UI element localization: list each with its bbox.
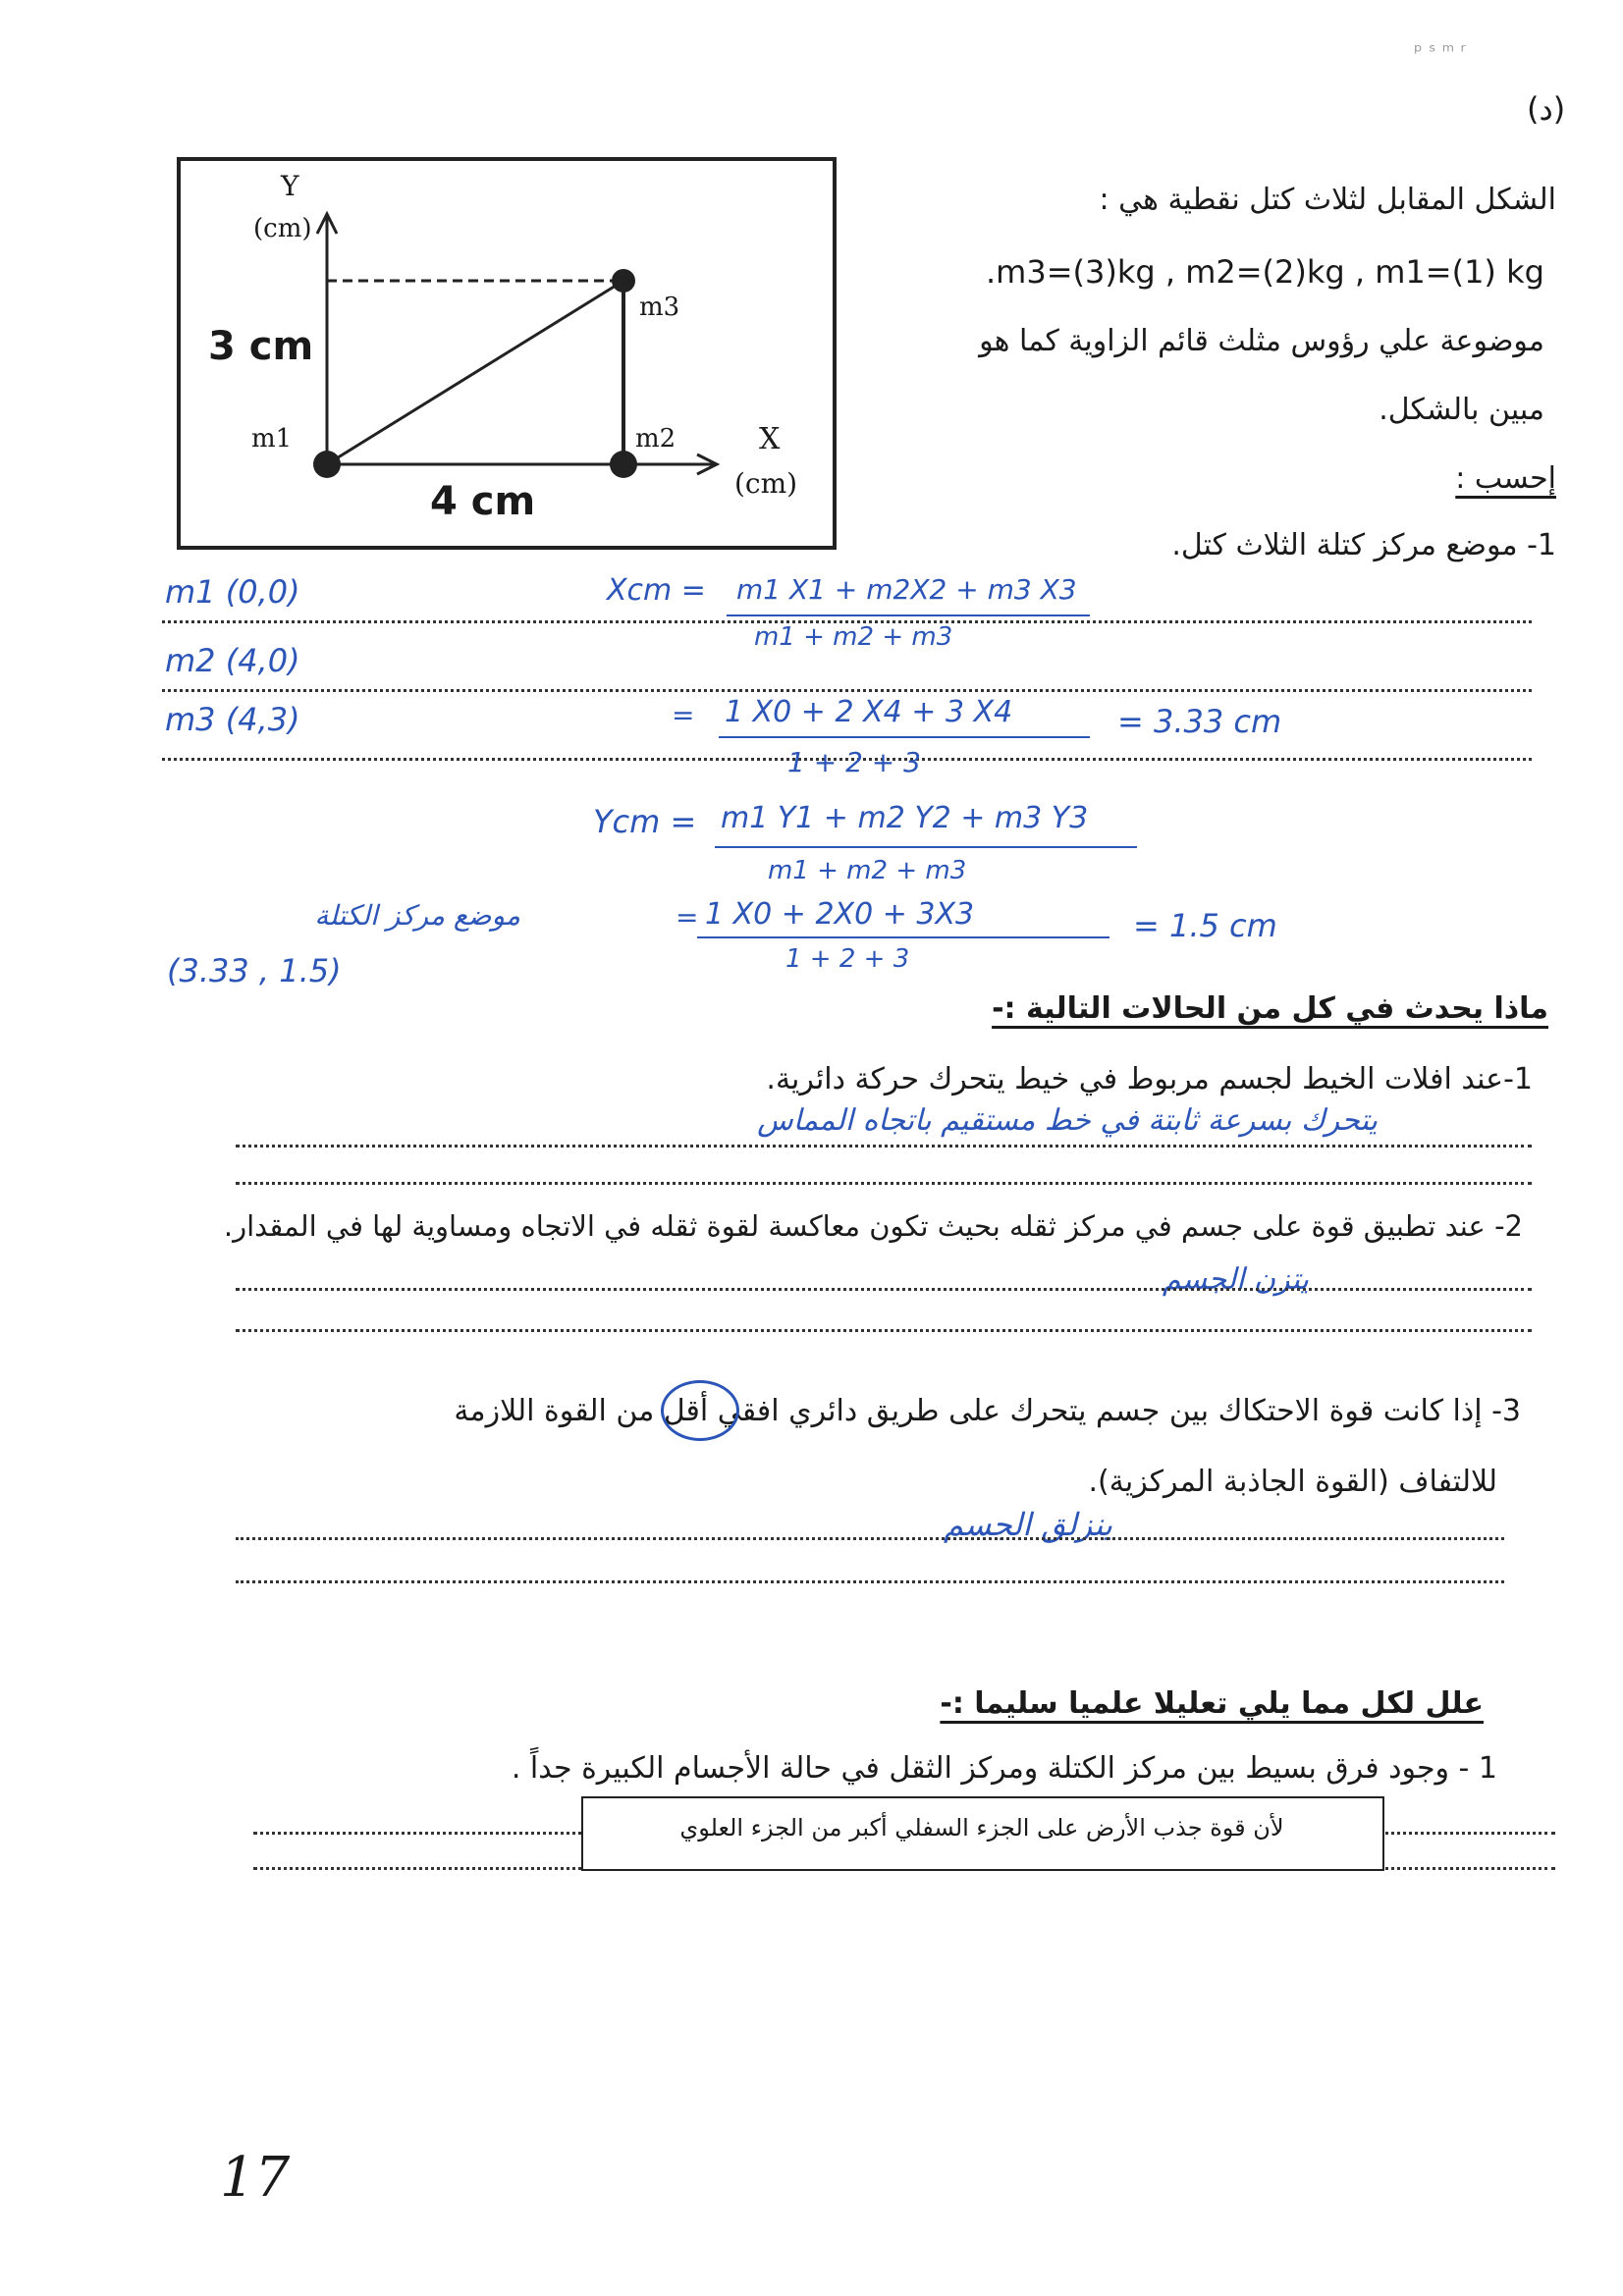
- what-happens-q3-line1: 3- إذا كانت قوة الاحتكاك بين جسم يتحرك على طريق دائري افقي أقل من القوة اللازمة: [454, 1394, 1521, 1428]
- xcm-lhs: Xcm =: [607, 573, 706, 608]
- xcm-result: = 3.33 cm: [1117, 703, 1282, 740]
- mass-m2-label: m2: [635, 424, 676, 454]
- what-happens-q3-line2: للالتفاف (القوة الجاذبة المركزية).: [1088, 1465, 1497, 1499]
- ycm-lhs: Ycm =: [593, 803, 697, 840]
- problem-line-4: مبين بالشكل.: [1379, 393, 1544, 427]
- what-happens-a2: يتزن الجسم: [1162, 1262, 1309, 1297]
- what-happens-q2: 2- عند تطبيق قوة على جسم في مركز ثقله بحيث تكون معاكسة لقوة ثقله في الاتجاه ومساوية لها في المقدار.: [223, 1209, 1523, 1243]
- ycm-sub-numerator: 1 X0 + 2X0 + 3X3: [705, 897, 975, 932]
- center-of-mass-label: موضع مركز الكتلة: [314, 899, 520, 932]
- question-1: 1- موضع مركز كتلة الثلاث كتل.: [1171, 528, 1556, 562]
- section-label: (د): [1527, 90, 1566, 128]
- xcm-numerator: m1 X1 + m2X2 + m3 X3: [736, 573, 1077, 606]
- ycm-sub-fraction-bar: [697, 936, 1109, 938]
- what-happens-a1: يتحرك بسرعة ثابتة في خط مستقيم باتجاه المماس: [757, 1103, 1378, 1138]
- answer-line: [236, 1537, 1504, 1540]
- answer-line: [236, 1329, 1532, 1332]
- y-axis-unit: (cm): [253, 214, 312, 243]
- answer-line: [162, 689, 1532, 692]
- xcm-sub-equals: =: [672, 699, 695, 731]
- xcm-sub-fraction-bar: [719, 736, 1090, 738]
- answer-line: [236, 1182, 1532, 1185]
- answer-line: [236, 1580, 1504, 1583]
- masses-line: .m3=(3)kg , m2=(2)kg , m1=(1) kg: [986, 253, 1544, 291]
- coord-m2: m2 (4,0): [165, 642, 300, 679]
- problem-line-1: الشكل المقابل لثلاث كتل نقطية هي :: [1099, 183, 1556, 217]
- ycm-sub-denominator: 1 + 2 + 3: [785, 944, 910, 974]
- x-axis-label: X: [759, 422, 781, 456]
- ycm-denominator: m1 + m2 + m3: [768, 856, 967, 885]
- mass-m1-label: m1: [251, 424, 293, 454]
- mass-m3-point: [612, 269, 635, 293]
- corner-mark: ᵖ ˢ ᵐ ʳ: [1414, 39, 1466, 63]
- center-of-mass-value: (3.33 , 1.5): [167, 952, 342, 989]
- xcm-denominator: m1 + m2 + m3: [754, 622, 953, 652]
- ycm-numerator: m1 Y1 + m2 Y2 + m3 Y3: [721, 801, 1089, 835]
- answer-line: [236, 1145, 1532, 1148]
- what-happens-heading: ماذا يحدث في كل من الحالات التالية :-: [992, 991, 1548, 1026]
- xcm-sub-denominator: 1 + 2 + 3: [787, 746, 921, 778]
- mass-m2-point: [610, 451, 637, 478]
- hypotenuse: [327, 281, 623, 464]
- mass-m3-label: m3: [639, 293, 680, 322]
- width-label: 4 cm: [430, 479, 536, 524]
- mass-m1-point: [313, 451, 341, 478]
- x-axis-unit: (cm): [734, 467, 798, 500]
- calc-heading: إحسب :: [1455, 461, 1556, 496]
- circle-mark-icon: [661, 1380, 739, 1441]
- xcm-sub-numerator: 1 X0 + 2 X4 + 3 X4: [725, 695, 1013, 729]
- xcm-fraction-bar: [727, 614, 1090, 616]
- answer-line: [236, 1288, 1532, 1291]
- explain-heading: علل لكل مما يلي تعليلا علميا سليما :-: [940, 1686, 1484, 1721]
- coord-m1: m1 (0,0): [165, 573, 300, 611]
- page-number: 17: [220, 2146, 291, 2210]
- explain-a1: لأن قوة جذب الأرض على الجزء السفلي أكبر من الجزء العلوي: [679, 1814, 1284, 1842]
- explain-q1: 1 - وجود فرق بسيط بين مركز الكتلة ومركز الثقل في حالة الأجسام الكبيرة جداً .: [511, 1751, 1497, 1786]
- ycm-sub-equals: =: [676, 901, 699, 934]
- problem-line-3: موضوعة علي رؤوس مثلث قائم الزاوية كما هو: [979, 324, 1544, 358]
- height-label: 3 cm: [208, 324, 314, 369]
- ycm-result: = 1.5 cm: [1133, 907, 1277, 944]
- what-happens-a3: ينزلق الجسم: [944, 1506, 1112, 1543]
- what-happens-q1: 1-عند افلات الخيط لجسم مربوط في خيط يتحرك حركة دائرية.: [766, 1062, 1533, 1096]
- y-axis-label: Y: [281, 170, 299, 202]
- coord-m3: m3 (4,3): [165, 701, 300, 738]
- ycm-fraction-bar: [715, 846, 1137, 848]
